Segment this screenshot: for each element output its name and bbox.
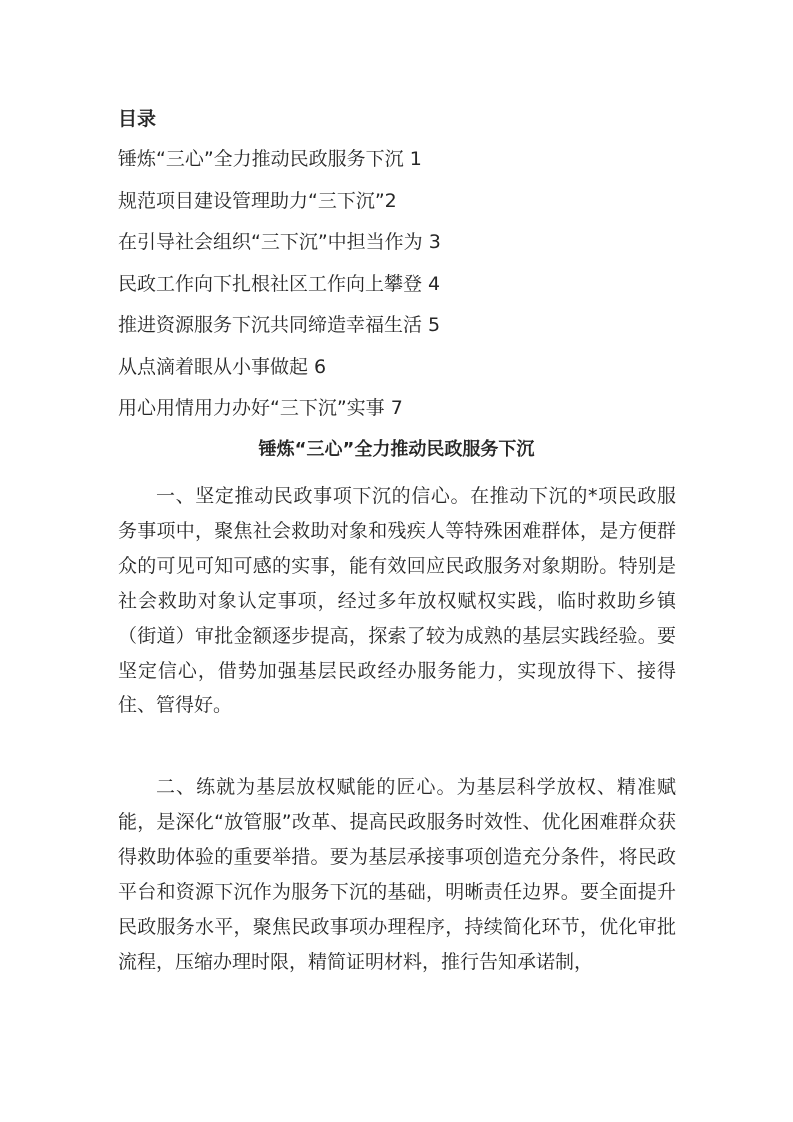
article-title: 锤炼“三心”全力推动民政服务下沉 bbox=[258, 439, 535, 460]
toc-item[interactable]: 用心用情用力办好“三下沉”实事 7 bbox=[118, 397, 403, 419]
toc-item[interactable]: 民政工作向下扎根社区工作向上攀登 4 bbox=[118, 272, 441, 295]
toc-item[interactable]: 在引导社会组织“三下沉”中担当作为 3 bbox=[118, 231, 441, 253]
article-paragraph: 一、坚定推动民政事项下沉的信心。在推动下沉的*项民政服务事项中，聚焦社会救助对象和残疾人等特殊困难群体，是方便群众的可见可知可感的实事，能有效回应民政服务对象期盼。特别是社会救助对象认定事项，经过多年放权赋权实践，临时救助乡镇（街道）审批金额逐步提高，探索了较为成熟的基层实践经验。要坚定信心，借势加强基层民政经办服务能力，实现放得下、接得住、管得好。 bbox=[118, 485, 676, 717]
article-paragraph: 二、练就为基层放权赋能的匠心。为基层科学放权、精准赋能，是深化“放管服”改革、提高民政服务时效性、优化困难群众获得救助体验的重要举措。要为基层承接事项创造充分条件，将民政平台和资源下沉作为服务下沉的基础，明晰责任边界。要全面提升民政服务水平，聚焦民政事项办理程序，持续简化环节，优化审批流程，压缩办理时限，精简证明材料，推行告知承诺制， bbox=[118, 776, 676, 973]
toc-item[interactable]: 锤炼“三心”全力推动民政服务下沉 1 bbox=[118, 148, 422, 170]
toc-item[interactable]: 规范项目建设管理助力“三下沉”2 bbox=[118, 189, 397, 212]
toc-list bbox=[118, 146, 441, 437]
toc-item[interactable]: 从点滴着眼从小事做起 6 bbox=[118, 355, 327, 378]
toc-heading: 目录 bbox=[118, 108, 157, 130]
toc-item[interactable]: 推进资源服务下沉共同缔造幸福生活 5 bbox=[118, 314, 441, 336]
